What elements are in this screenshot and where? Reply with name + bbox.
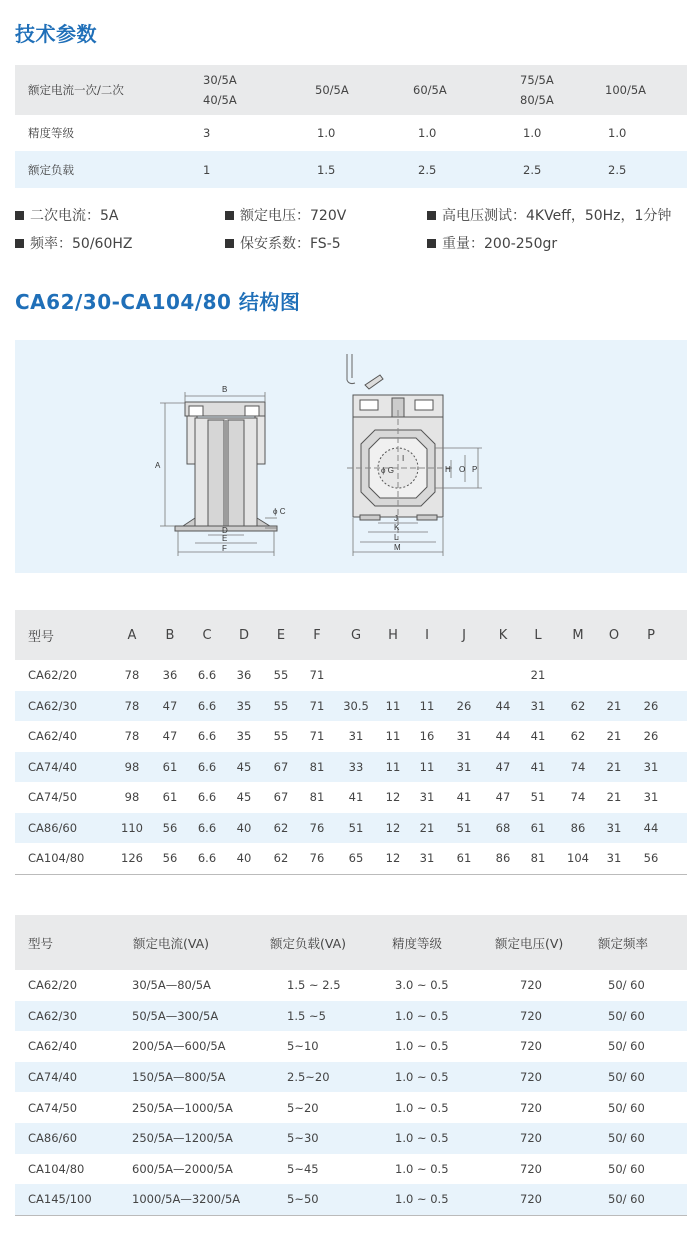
table-cell: 31 <box>419 790 435 805</box>
table-header-row <box>15 610 687 660</box>
header-j: J <box>462 627 466 643</box>
header-col-2: 50/5A <box>315 83 349 97</box>
table-row <box>15 660 687 691</box>
header-col-1-line-1: 30/5A <box>203 73 237 87</box>
table-row <box>15 813 687 844</box>
table-cell: 600/5A—2000/5A <box>132 1161 233 1176</box>
table-cell: 11 <box>385 729 401 744</box>
table-cell: 81 <box>530 851 546 866</box>
table-cell: 3 <box>203 126 211 140</box>
table-cell: 45 <box>236 759 252 774</box>
table-cell: 78 <box>124 668 140 683</box>
table-cell: 6.6 <box>197 820 217 835</box>
table-cell: 720 <box>520 1131 542 1146</box>
table-cell: 51 <box>348 820 364 835</box>
dim-label-g: ϕ G <box>381 466 394 475</box>
table-cell: 5~10 <box>287 1039 319 1054</box>
side-view-drawing <box>175 402 277 531</box>
header-o: O <box>608 627 620 643</box>
table-bottom-border <box>15 1215 687 1216</box>
table-cell: 5~50 <box>287 1192 319 1207</box>
table-cell: 62 <box>273 820 289 835</box>
header-model: 型号 <box>28 629 55 645</box>
table-cell: 5~30 <box>287 1131 319 1146</box>
header-col-3: 60/5A <box>413 83 447 97</box>
table-cell: 47 <box>495 790 511 805</box>
table-cell: 1.0 ~ 0.5 <box>395 1008 449 1023</box>
table-cell: 62 <box>570 729 586 744</box>
dim-label-h: H <box>445 465 451 474</box>
table-cell: 150/5A—800/5A <box>132 1070 226 1085</box>
table-cell: 78 <box>124 729 140 744</box>
model-name: CA62/40 <box>28 1039 78 1054</box>
table-cell: 31 <box>606 820 622 835</box>
table-cell: 31 <box>643 790 659 805</box>
header-accuracy: 精度等级 <box>392 935 443 951</box>
header-e: E <box>276 627 286 643</box>
bullet-square-icon <box>15 239 24 248</box>
spec-item <box>15 233 132 253</box>
spec-text: 额定电压：720V <box>240 208 347 224</box>
table-cell: 45 <box>236 790 252 805</box>
table-cell: 110 <box>121 820 143 835</box>
table-row <box>15 1062 687 1093</box>
table-cell: 31 <box>456 729 472 744</box>
table-cell: 1.5 ~ 2.5 <box>287 978 341 993</box>
spec-text: 高电压测试：4KVeff，50Hz，1分钟 <box>442 208 672 224</box>
spec-text: 重量：200-250gr <box>442 236 558 252</box>
table-cell: 31 <box>456 759 472 774</box>
spec-item <box>427 205 671 225</box>
table-cell: 1 <box>203 162 211 177</box>
row-label: 精度等级 <box>28 126 74 140</box>
header-i: I <box>425 627 429 643</box>
table-cell: 86 <box>495 851 511 866</box>
table-cell: 250/5A—1000/5A <box>132 1100 233 1115</box>
table-cell: 1.0 <box>418 126 437 140</box>
table-cell: 98 <box>124 759 140 774</box>
header-g: G <box>350 627 362 643</box>
table-cell: 61 <box>456 851 472 866</box>
table-cell: 50/ 60 <box>608 1008 645 1023</box>
table-cell: 36 <box>236 668 252 683</box>
table-cell: 47 <box>162 729 178 744</box>
header-col-4-line-2: 80/5A <box>520 93 554 107</box>
table-cell: 50/ 60 <box>608 1100 645 1115</box>
table-cell: 250/5A—1200/5A <box>132 1131 233 1146</box>
table-cell: 5~45 <box>287 1161 319 1176</box>
header-p: P <box>647 627 655 643</box>
table-cell: 41 <box>348 790 364 805</box>
table-row <box>15 721 687 752</box>
table-cell: 56 <box>162 820 178 835</box>
model-name: CA145/100 <box>28 1192 92 1207</box>
table-cell: 30.5 <box>343 698 369 713</box>
table-cell: 30/5A—80/5A <box>132 978 211 993</box>
structure-diagram <box>15 340 687 573</box>
table-cell: 31 <box>419 851 435 866</box>
table-cell: 6.6 <box>197 729 217 744</box>
header-rated-load: 额定负载(VA) <box>270 935 347 951</box>
table-cell: 1.5 ~5 <box>287 1008 326 1023</box>
table-cell: 12 <box>385 790 401 805</box>
table-cell: 1000/5A—3200/5A <box>132 1192 241 1207</box>
table-cell: 11 <box>385 698 401 713</box>
model-name: CA104/80 <box>28 851 85 866</box>
header-h: H <box>388 627 398 643</box>
model-name: CA74/40 <box>28 759 78 774</box>
table-cell: 86 <box>570 820 586 835</box>
model-name: CA62/40 <box>28 729 78 744</box>
table-cell: 12 <box>385 820 401 835</box>
table-row <box>15 843 687 874</box>
dim-label-a: A <box>155 461 161 470</box>
table-cell: 71 <box>309 698 325 713</box>
table-cell: 6.6 <box>197 790 217 805</box>
table-row <box>15 1092 687 1123</box>
table-cell: 81 <box>309 759 325 774</box>
table-cell: 12 <box>385 851 401 866</box>
table-row <box>15 115 687 151</box>
table-cell: 55 <box>273 729 289 744</box>
spec-item <box>225 233 341 253</box>
header-a: A <box>127 627 137 643</box>
dim-label-c: ϕ C <box>273 507 286 516</box>
dim-label-b: B <box>222 385 228 394</box>
table-cell: 35 <box>236 698 252 713</box>
table-row <box>15 970 687 1001</box>
table-cell: 67 <box>273 759 289 774</box>
header-l: L <box>534 627 542 643</box>
dim-label-i: I <box>402 454 405 463</box>
header-m: M <box>572 627 584 643</box>
table-cell: 33 <box>348 759 364 774</box>
model-name: CA74/50 <box>28 1100 78 1115</box>
dim-label-o: O <box>459 465 466 474</box>
table-cell: 40 <box>236 851 252 866</box>
table-bottom-border <box>15 874 687 875</box>
table-cell: 21 <box>606 759 622 774</box>
model-name: CA62/30 <box>28 698 78 713</box>
table-cell: 26 <box>643 729 659 744</box>
table-cell: 68 <box>495 820 511 835</box>
table-cell: 720 <box>520 1070 542 1085</box>
table-cell: 81 <box>309 790 325 805</box>
table-cell: 51 <box>530 790 546 805</box>
table-cell: 21 <box>530 668 546 683</box>
dim-label-j: J <box>394 514 398 523</box>
table-row <box>15 1001 687 1032</box>
header-k: K <box>498 627 508 643</box>
table-cell: 47 <box>162 698 178 713</box>
table-cell: 35 <box>236 729 252 744</box>
table-cell: 31 <box>348 729 364 744</box>
table-cell: 1.0 ~ 0.5 <box>395 1131 449 1146</box>
table-cell: 26 <box>456 698 472 713</box>
table-cell: 41 <box>530 729 546 744</box>
model-name: CA62/20 <box>28 668 78 683</box>
table-cell <box>444 660 484 691</box>
table-cell: 2.5 <box>523 162 542 177</box>
header-col-4 <box>520 65 554 115</box>
table-cell: 55 <box>273 698 289 713</box>
dim-label-k: K <box>394 523 400 532</box>
table-row <box>15 151 687 188</box>
table-cell: 56 <box>643 851 659 866</box>
table-cell: 21 <box>606 698 622 713</box>
table-cell: 720 <box>520 1008 542 1023</box>
table-cell: 71 <box>309 668 325 683</box>
table-cell: 1.0 ~ 0.5 <box>395 1192 449 1207</box>
spec-text: 保安系数：FS-5 <box>240 236 341 252</box>
model-name: CA62/30 <box>28 1008 78 1023</box>
model-name: CA74/40 <box>28 1070 78 1085</box>
table-row <box>15 1031 687 1062</box>
table-header-row <box>15 65 687 115</box>
table-cell: 6.6 <box>197 851 217 866</box>
table-cell: 71 <box>309 729 325 744</box>
dimension-table <box>15 610 687 875</box>
header-b: B <box>165 627 175 643</box>
table-cell: 50/ 60 <box>608 978 645 993</box>
dim-label-l: L <box>394 533 399 542</box>
header-model: 型号 <box>28 935 54 951</box>
table-cell: 56 <box>162 851 178 866</box>
dim-label-e: E <box>222 534 228 543</box>
dimension-table-body <box>15 660 687 874</box>
table-cell: 26 <box>643 698 659 713</box>
bullet-square-icon <box>225 239 234 248</box>
table-row <box>15 1184 687 1215</box>
table-cell: 1.0 <box>523 126 542 140</box>
table-cell: 78 <box>124 698 140 713</box>
header-f: F <box>313 627 321 643</box>
table-cell <box>336 660 376 691</box>
header-rated-frequency: 额定频率 <box>598 935 649 951</box>
table-cell: 50/ 60 <box>608 1192 645 1207</box>
table-cell: 21 <box>606 790 622 805</box>
structure-diagram-svg <box>15 340 687 573</box>
table-cell: 31 <box>606 851 622 866</box>
table-cell: 62 <box>273 851 289 866</box>
table-cell: 51 <box>456 820 472 835</box>
table-cell: 74 <box>570 759 586 774</box>
table-cell: 1.0 ~ 0.5 <box>395 1039 449 1054</box>
table-cell: 6.6 <box>197 668 217 683</box>
spec-item <box>427 233 557 253</box>
table-cell: 1.0 ~ 0.5 <box>395 1161 449 1176</box>
header-rated-current: 额定电流(VA) <box>133 935 210 951</box>
table-cell: 5~20 <box>287 1100 319 1115</box>
table-cell: 720 <box>520 1161 542 1176</box>
table-cell: 1.5 <box>317 162 336 177</box>
table-cell: 1.0 <box>317 126 336 140</box>
table-cell: 74 <box>570 790 586 805</box>
header-label: 额定电流一次/二次 <box>28 83 124 97</box>
table-cell: 31 <box>643 759 659 774</box>
header-rated-voltage: 额定电压(V) <box>495 935 564 951</box>
table-cell: 720 <box>520 978 542 993</box>
header-col-4-line-1: 75/5A <box>520 73 554 87</box>
model-spec-table <box>15 915 687 1216</box>
front-view-drawing <box>347 354 455 540</box>
table-cell: 6.6 <box>197 698 217 713</box>
table-cell: 50/ 60 <box>608 1161 645 1176</box>
table-cell: 50/5A—300/5A <box>132 1008 219 1023</box>
table-cell: 41 <box>530 759 546 774</box>
model-name: CA74/50 <box>28 790 78 805</box>
spec-item <box>15 205 118 225</box>
table-cell: 11 <box>419 759 435 774</box>
table-cell: 98 <box>124 790 140 805</box>
model-name: CA86/60 <box>28 1131 78 1146</box>
table-cell: 126 <box>121 851 143 866</box>
table-cell: 31 <box>530 698 546 713</box>
table-cell: 47 <box>495 759 511 774</box>
spec-text: 频率：50/60HZ <box>30 236 133 252</box>
table-cell: 44 <box>495 698 511 713</box>
table-cell: 16 <box>419 729 435 744</box>
table-cell: 3.0 ~ 0.5 <box>395 978 449 993</box>
table-cell <box>407 660 447 691</box>
table-cell: 36 <box>162 668 178 683</box>
model-name: CA104/80 <box>28 1161 85 1176</box>
table-cell: 720 <box>520 1192 542 1207</box>
spec-text: 二次电流：5A <box>30 208 119 224</box>
table-cell: 200/5A—600/5A <box>132 1039 226 1054</box>
table-cell: 61 <box>162 790 178 805</box>
table-cell <box>594 660 634 691</box>
header-col-1 <box>203 65 237 115</box>
table-row <box>15 1123 687 1154</box>
table-cell: 21 <box>419 820 435 835</box>
table-cell: 1.0 ~ 0.5 <box>395 1100 449 1115</box>
table-cell: 104 <box>567 851 589 866</box>
row-label: 额定负载 <box>28 162 74 177</box>
header-col-1-line-2: 40/5A <box>203 93 237 107</box>
table-cell: 50/ 60 <box>608 1131 645 1146</box>
header-col-5: 100/5A <box>605 83 647 97</box>
table-cell: 76 <box>309 851 325 866</box>
dim-label-d: D <box>222 526 228 535</box>
table-cell: 2.5 <box>608 162 627 177</box>
bullet-square-icon <box>15 211 24 220</box>
header-d: D <box>238 627 249 643</box>
model-table-body <box>15 970 687 1215</box>
table-cell: 21 <box>606 729 622 744</box>
dim-label-p: P <box>472 465 478 474</box>
model-name: CA86/60 <box>28 820 78 835</box>
table-cell: 65 <box>348 851 364 866</box>
table-row <box>15 782 687 813</box>
table-header-row <box>15 915 687 970</box>
header-c: C <box>202 627 212 643</box>
table-cell: 6.6 <box>197 759 217 774</box>
table-cell: 50/ 60 <box>608 1070 645 1085</box>
table-cell: 76 <box>309 820 325 835</box>
dim-label-m: M <box>394 543 401 552</box>
dim-label-f: F <box>222 544 227 553</box>
table-cell: 720 <box>520 1039 542 1054</box>
table-cell <box>558 660 598 691</box>
table-cell <box>631 660 671 691</box>
table-cell: 61 <box>530 820 546 835</box>
table-cell: 2.5 <box>418 162 437 177</box>
table-cell: 61 <box>162 759 178 774</box>
table-cell <box>483 660 523 691</box>
table-cell: 1.0 <box>608 126 627 140</box>
bullet-square-icon <box>427 239 436 248</box>
table-cell: 62 <box>570 698 586 713</box>
section-title-structure: CA62/30-CA104/80 结构图 <box>15 290 301 314</box>
table-cell: 2.5~20 <box>287 1070 330 1085</box>
section-title-tech-params: 技术参数 <box>15 22 97 46</box>
table-row <box>15 1154 687 1185</box>
table-cell: 67 <box>273 790 289 805</box>
bullet-square-icon <box>225 211 234 220</box>
table-row <box>15 691 687 722</box>
table-cell: 44 <box>643 820 659 835</box>
table-cell: 55 <box>273 668 289 683</box>
spec-item <box>225 205 346 225</box>
table-cell: 11 <box>385 759 401 774</box>
table-cell: 40 <box>236 820 252 835</box>
table-cell: 41 <box>456 790 472 805</box>
tech-params-table <box>15 65 687 188</box>
table-cell: 1.0 ~ 0.5 <box>395 1070 449 1085</box>
table-cell: 44 <box>495 729 511 744</box>
table-cell: 11 <box>419 698 435 713</box>
bullet-square-icon <box>427 211 436 220</box>
table-cell: 720 <box>520 1100 542 1115</box>
table-cell: 50/ 60 <box>608 1039 645 1054</box>
table-row <box>15 752 687 783</box>
model-name: CA62/20 <box>28 978 78 993</box>
